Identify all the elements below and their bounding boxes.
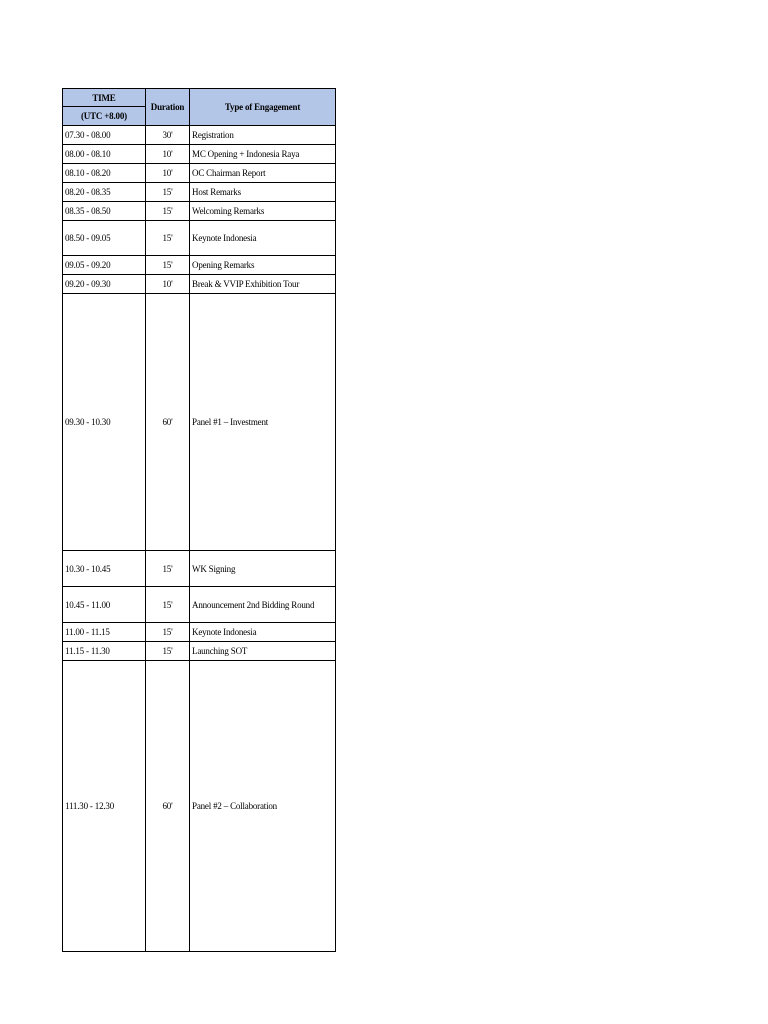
table-row — [63, 294, 336, 551]
header-duration: Duration — [145, 89, 189, 126]
row-time: 09.05 - 09.20 — [63, 256, 146, 275]
table-row — [63, 221, 336, 256]
row-duration: 15' — [145, 642, 189, 661]
header-timezone: (UTC +8.00) — [63, 107, 146, 126]
row-duration: 10' — [145, 164, 189, 183]
row-time: 11.15 - 11.30 — [63, 642, 146, 661]
table-row — [63, 145, 336, 164]
row-type: Registration — [190, 126, 336, 145]
table-row — [63, 661, 336, 952]
row-time: 07.30 - 08.00 — [63, 126, 146, 145]
row-type: MC Opening + Indonesia Raya — [190, 145, 336, 164]
row-duration: 30' — [145, 126, 189, 145]
row-duration: 15' — [145, 221, 189, 256]
row-type: Panel #2 – Collaboration — [190, 661, 336, 952]
row-type: Opening Remarks — [190, 256, 336, 275]
row-type: Break & VVIP Exhibition Tour — [190, 275, 336, 294]
row-type: WK Signing — [190, 551, 336, 587]
row-time: 09.30 - 10.30 — [63, 294, 146, 551]
row-duration: 60' — [145, 294, 189, 551]
row-duration: 10' — [145, 145, 189, 164]
row-time: 11.00 - 11.15 — [63, 623, 146, 642]
table-row — [63, 164, 336, 183]
row-duration: 60' — [145, 661, 189, 952]
table-row — [63, 587, 336, 623]
row-type: Panel #1 – Investment — [190, 294, 336, 551]
row-type: OC Chairman Report — [190, 164, 336, 183]
row-type: Launching SOT — [190, 642, 336, 661]
row-type: Keynote Indonesia — [190, 623, 336, 642]
row-type: Announcement 2nd Bidding Round — [190, 587, 336, 623]
header-time: TIME — [63, 89, 146, 107]
row-time: 08.10 - 08.20 — [63, 164, 146, 183]
table-row — [63, 623, 336, 642]
row-type: Host Remarks — [190, 183, 336, 202]
row-time: 08.50 - 09.05 — [63, 221, 146, 256]
row-time: 08.20 - 08.35 — [63, 183, 146, 202]
row-duration: 15' — [145, 623, 189, 642]
row-duration: 15' — [145, 256, 189, 275]
row-time: 111.30 - 12.30 — [63, 661, 146, 952]
table-row — [63, 551, 336, 587]
row-duration: 10' — [145, 275, 189, 294]
row-duration: 15' — [145, 587, 189, 623]
row-time: 10.30 - 10.45 — [63, 551, 146, 587]
row-duration: 15' — [145, 183, 189, 202]
row-time: 08.00 - 08.10 — [63, 145, 146, 164]
row-type: Welcoming Remarks — [190, 202, 336, 221]
table-row — [63, 275, 336, 294]
schedule-table — [62, 88, 336, 952]
row-time: 08.35 - 08.50 — [63, 202, 146, 221]
row-time: 10.45 - 11.00 — [63, 587, 146, 623]
row-duration: 15' — [145, 202, 189, 221]
table-row — [63, 183, 336, 202]
table-row — [63, 642, 336, 661]
row-time: 09.20 - 09.30 — [63, 275, 146, 294]
table-row — [63, 256, 336, 275]
header-type: Type of Engagement — [190, 89, 336, 126]
row-type: Keynote Indonesia — [190, 221, 336, 256]
table-row — [63, 202, 336, 221]
row-duration: 15' — [145, 551, 189, 587]
table-row — [63, 126, 336, 145]
